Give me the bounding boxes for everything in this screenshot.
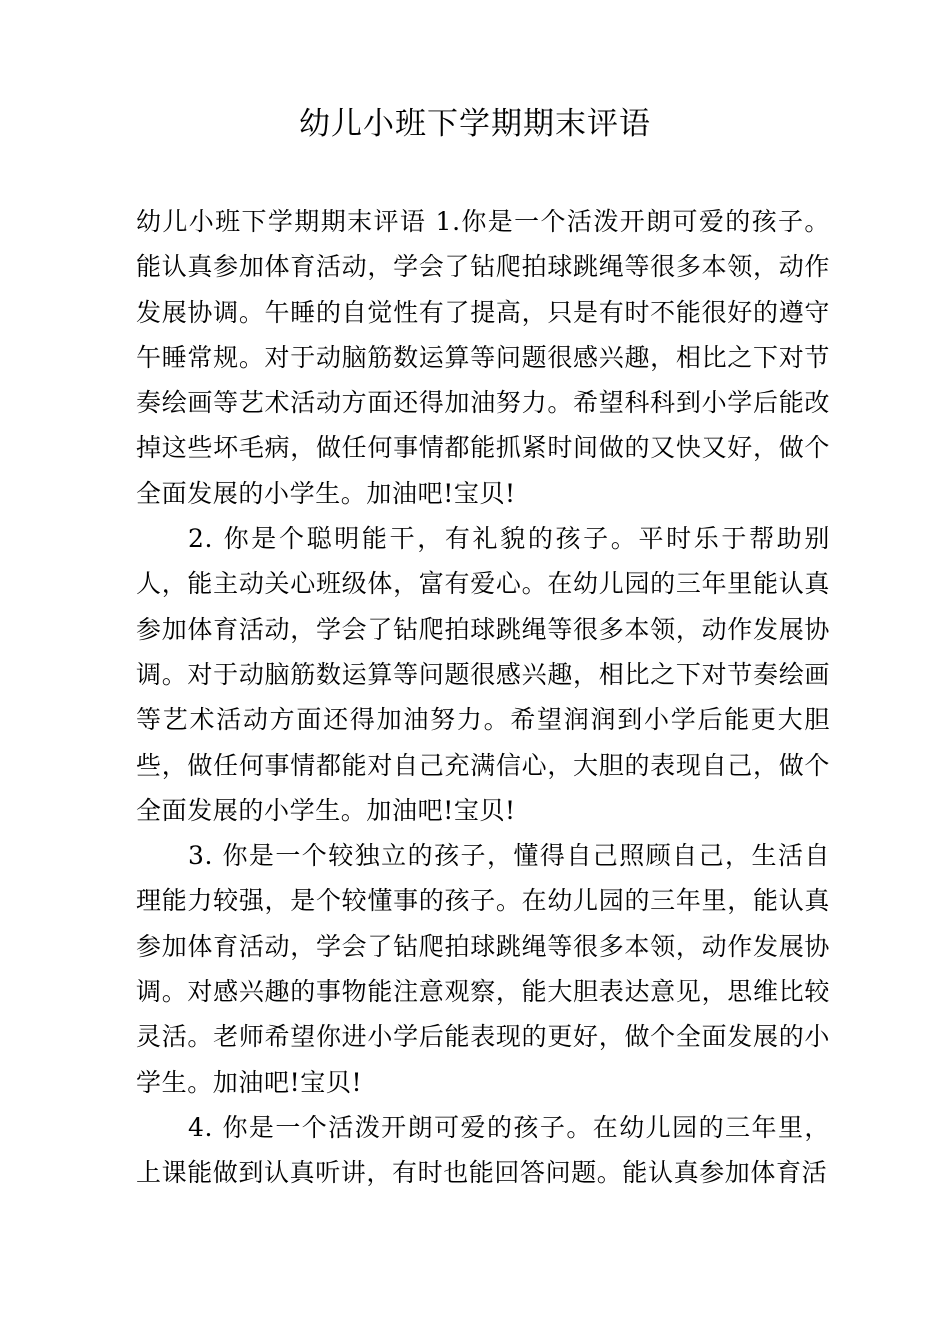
document-body: [136, 199, 830, 1196]
paragraph-3: 3. 你是一个较独立的孩子，懂得自己照顾自己，生活自理能力较强，是个较懂事的孩子。在幼儿园的三年里，能认真参加体育活动，学会了钻爬拍球跳绳等很多本领，动作发展协调。对感兴趣的事物能注意观察，能大胆表达意见，思维比较灵活。老师希望你进小学后能表现的更好，做个全面发展的小学生。加油吧!宝贝!: [136, 841, 830, 1097]
paragraph-4: 4. 你是一个活泼开朗可爱的孩子。在幼儿园的三年里，上课能做到认真听讲，有时也能回答问题。能认真参加体育活: [136, 1112, 830, 1188]
document-title: 幼儿小班下学期期末评语: [299, 106, 651, 142]
paragraph-1: 幼儿小班下学期期末评语 1.你是一个活泼开朗可爱的孩子。能认真参加体育活动，学会了钻爬拍球跳绳等很多本领，动作发展协调。午睡的自觉性有了提高，只是有时不能很好的遵守午睡常规。对于动脑筋数运算等问题很感兴趣，相比之下对节奏绘画等艺术活动方面还得加油努力。希望科科到小学后能改掉这些坏毛病，做任何事情都能抓紧时间做的又快又好，做个全面发展的小学生。加油吧!宝贝!: [136, 207, 830, 508]
paragraph-2: 2. 你是个聪明能干，有礼貌的孩子。平时乐于帮助别人，能主动关心班级体，富有爱心。在幼儿园的三年里能认真参加体育活动，学会了钻爬拍球跳绳等很多本领，动作发展协调。对于动脑筋数运算等问题很感兴趣，相比之下对节奏绘画等艺术活动方面还得加油努力。希望润润到小学后能更大胆些，做任何事情都能对自己充满信心，大胆的表现自己，做个全面发展的小学生。加油吧!宝贝!: [136, 524, 830, 825]
